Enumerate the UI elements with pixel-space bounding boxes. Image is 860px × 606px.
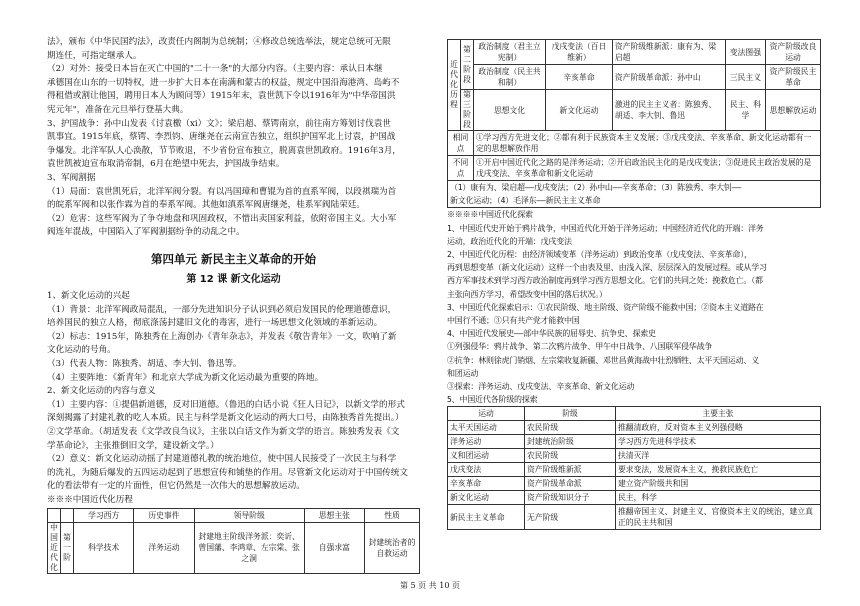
text-line: （4）主要阵地：《新青年》和北京大学成为新文化运动最为重要的阵地。: [47, 372, 324, 383]
modernization-table: [47, 508, 420, 574]
table-cell: 封建地主阶级洋务派：奕䜣、曾国藩、李鸿章、左宗棠、张之洞: [194, 522, 304, 573]
table-cell: 自强求富: [304, 522, 364, 573]
table-row: [448, 156, 821, 181]
table-row: [448, 505, 821, 530]
summary-text: [447, 181, 821, 208]
table-cell: 新文化运动: [546, 90, 613, 131]
header-cell: 领导阶级: [194, 508, 304, 522]
text-line: （1）主要内容：①提倡新道德，反对旧道德。（鲁迅的白话小说《狂人日记》，以新文学的形式: [47, 399, 405, 410]
table-cell: 辛亥革命: [546, 65, 613, 90]
lesson-title: 第 12 课 新文化运动: [186, 273, 281, 285]
text-line: 争爆发。北洋军队人心涣散，节节败退，不少省份宣布独立，脱离袁世凯政府。1916年3月，: [47, 145, 401, 156]
table-cell-label: 相同点: [448, 131, 474, 156]
table-body: [448, 421, 821, 530]
table-cell: 农民阶级: [525, 449, 616, 463]
table-cell: 资产阶级知识分子: [525, 491, 616, 505]
table-cell: 推翻清政府，反对资本主义列强侵略: [616, 421, 821, 435]
text-line: 运动，政治近代化的开端：戊戌变法: [447, 236, 572, 246]
table-row: [448, 65, 821, 90]
text-line: 学革命论》，主张推倒旧文学，建设新文学。）: [47, 440, 219, 451]
table-cell: 科学技术: [74, 522, 134, 573]
text-line: （2）对外：接受日本旨在灭亡中国的"二十一条"的大部分内容。（主要内容：承认日本继: [47, 64, 383, 75]
text-line: （3）代表人物：陈独秀、胡适、李大钊、鲁迅等。: [47, 359, 242, 370]
text-line: 再到思想变革（新文化运动）这样一个由表及里、由浅入深、层层深入的发展过程。或从学习: [447, 263, 767, 273]
text-line: 1、新文化运动的兴起: [47, 291, 130, 302]
text-line: （1）康有为、梁启超——戊戌变法；（2）孙中山——辛亥革命；（3）陈独秀、李大钊——: [450, 183, 741, 192]
text-line: ③探索：洋务运动、戊戌变法、辛亥革命、新文化运动: [447, 382, 635, 392]
table-cell: 新民主主义革命: [448, 505, 525, 530]
text-line: ※※※※中国近代化探索: [447, 210, 533, 220]
page-footer: 第 5 页 共 10 页: [400, 581, 460, 590]
table-row: [448, 449, 821, 463]
text-line: 得租借或割让他国，聘用日本人为顾问等）1915年末，袁世凯下令以1916年为"中华帝国洪: [47, 91, 396, 102]
table-cell: 变法图强: [725, 40, 765, 65]
left-body-text: [47, 290, 420, 494]
table-row: [448, 491, 821, 505]
table-cell: 资产阶级改良运动: [766, 40, 821, 65]
text-line: 宪元年"，准备在元旦举行登基大典。: [47, 104, 189, 115]
table-cell: 资产阶级革命派：孙中山: [612, 65, 725, 90]
table-cell-stage: 第二阶段: [461, 40, 474, 90]
text-line: ②文学革命。（胡适发表《文学改良刍议》，主张以白话文作为新文学的语言。陈独秀发表《文: [47, 427, 400, 438]
table-cell: 扶清灭洋: [616, 449, 821, 463]
table-header-row: [48, 508, 420, 522]
modernization-table-continued: [447, 39, 821, 181]
table-cell: 民主，科学: [616, 491, 821, 505]
table-cell: 农民阶级: [525, 421, 616, 435]
text-line: 4、中国近代发展史——部中华民族的屈辱史、抗争史、探索史: [447, 329, 656, 339]
table-row: [448, 131, 821, 156]
table-cell-label: 不同点: [448, 156, 474, 181]
text-line: 2、中国近代化历程：由经济领域变革（洋务运动）到政治变革（戊戌变法、辛亥革命），: [447, 250, 752, 260]
text-line: 文化运动的号角。: [47, 345, 116, 356]
table-cell: 学习西方先进科学技术: [616, 435, 821, 449]
table-cell: 推翻帝国主义、封建主义、官僚资本主义的统治，建立真正的民主共和国: [616, 505, 821, 530]
text-line: 西方军事技术到学习西方政治制度再到学习西方思想文化。它们的共同之处：挽救危亡。（都: [447, 276, 763, 286]
left-top-text: [47, 36, 420, 240]
text-line: 袁世凯被迫宣布取消帝制，6月在绝望中死去，护国战争结束。: [47, 159, 285, 170]
table-row: [448, 463, 821, 477]
table-cell: 资产阶级维新派：康有为、梁启超: [612, 40, 725, 65]
table-cell: 戊戌变法: [448, 463, 525, 477]
header-cell: 主要主张: [616, 407, 821, 421]
table-cell: 建立资产阶级共和国: [616, 477, 821, 491]
table-cell: 政治制度（民主共和制）: [474, 65, 546, 90]
table-cell: 政治制度（君主立宪制）: [474, 40, 546, 65]
text-line: 化的看法带有一定的片面性，但它仍然是一次伟大的思想解放运动。: [47, 481, 305, 492]
text-line: 和团运动: [447, 368, 479, 378]
table-cell: 无产阶级: [525, 505, 616, 530]
table-cell: 封建统治者的自救运动: [365, 522, 420, 573]
unit-title: 第四单元 新民主主义革命的开始: [150, 251, 316, 266]
text-line: 1、中国近代史开始于鸦片战争，中国近代化开始于洋务运动；中国经济近代化的开端：洋务: [447, 223, 764, 233]
text-line: 中国行不通；③只有共产党才能救中国: [447, 316, 580, 326]
text-line: 凯事宜。1915年底，蔡锷、李烈钧、唐继尧在云南宣告独立，组织护国军北上讨袁，护国战: [47, 132, 396, 143]
text-line: 期连任，可指定继承人。: [47, 50, 142, 61]
table-cell: ①学习西方先进文化；②都有利于民族资本主义发展；③戊戌变法、辛亥革命、新文化运动都有一定的思想解放作用: [474, 131, 821, 156]
table-row: [448, 435, 821, 449]
table-cell: 辛亥革命: [448, 477, 525, 491]
table-cell-side: 近代化历程: [448, 40, 461, 131]
table-cell: 洋务运动: [448, 435, 525, 449]
text-line: 3、中国近代化探索启示：①农民阶级、地主阶级、资产阶级不能救中国；②资本主义道路在: [447, 302, 764, 312]
text-line: 阀连年混战，中国陷入了军阀割据纷争的动乱之中。: [47, 227, 245, 238]
header-cell: 阶级: [525, 407, 616, 421]
text-line: （2）意义：新文化运动动摇了封建道德礼教的统治地位，使中国人民接受了一次民主与科学: [47, 454, 397, 465]
table-row: [48, 522, 420, 573]
text-line: 2、新文化运动的内容与意义: [47, 386, 156, 397]
table-cell: 思想解放运动: [766, 90, 821, 131]
table-cell: 封建统治阶级: [525, 435, 616, 449]
text-line: 培养国民的独立人格，彻底涤荡封建旧文化的毒害，进行一场思想文化领域的革新运动。: [47, 318, 383, 329]
header-cell: 学习西方: [74, 508, 134, 522]
exploration-text: [447, 208, 821, 406]
left-column: [47, 36, 420, 574]
table-row: [448, 477, 821, 491]
text-line: 深刻揭露了封建礼教的吃人本质。民主与科学是新文化运动的两大口号，由陈独秀首先提出。）: [47, 413, 404, 424]
header-cell: [61, 508, 74, 522]
header-cell: [48, 508, 61, 522]
table-cell: 资产阶级维新派: [525, 463, 616, 477]
table-row: [448, 90, 821, 131]
table-cell: ①开启中国近代化之路的是洋务运动；②开启政治民主化的是戊戌变法；③促进民主政治发展的是戊戌变法、辛亥革命和新文化运动: [474, 156, 821, 181]
text-line: 法》，颁布《中华民国约法》，改责任内阁制为总统制；④修改总统选举法，规定总统可无限: [47, 37, 391, 47]
text-line: 3、军阀割据: [47, 172, 96, 183]
table-header-row: [448, 407, 821, 421]
text-line: （1）局面：袁世凯死后，北洋军阀分裂。有以冯国璋和曹锟为首的直系军阀，以段祺瑞为首: [47, 186, 397, 197]
text-line: 3、护国战争：孙中山发表《讨袁檄（xi）文》；梁启超、蔡锷南京，前往南方筹划讨伐袁世: [47, 118, 391, 129]
table-cell-side: 中国近代化: [48, 522, 61, 573]
right-column: [447, 39, 821, 530]
table-row: [448, 40, 821, 65]
text-line: ②抗争：林则徐虎门销烟、左宗棠收复新疆、邓世昌黄海战中壮烈牺牲、太平天国运动、义: [447, 355, 759, 365]
text-line: 的皖系军阀和以张作霖为首的奉系军阀。其他如滇系军阀唐继尧，桂系军阀陆荣廷。: [47, 200, 365, 211]
header-cell: 运动: [448, 407, 525, 421]
table-cell: 思想文化: [474, 90, 546, 131]
text-line: 新文化运动；（4）毛泽东——新民主主义革命: [450, 196, 601, 206]
table-cell: 新文化运动: [448, 491, 525, 505]
table-cell: 激进的民主主义者：陈独秀、胡适、李大钊、鲁迅: [612, 90, 725, 131]
table-cell: 要求变法，发展资本主义，挽救民族危亡: [616, 463, 821, 477]
table-cell: 洋务运动: [134, 522, 194, 573]
table-cell-stage: 第三阶段: [461, 90, 474, 131]
text-line: （2）标志：1915年，陈独秀在上海创办《青年杂志》，并发表《敬告青年》一文，吹响了新: [47, 331, 397, 342]
table-cell: 义和团运动: [448, 449, 525, 463]
text-line: （1）背景：北洋军阀政局混乱，一部分先进知识分子认识到必须启发国民的伦理道德意识，: [47, 304, 397, 315]
header-cell: 性质: [365, 508, 420, 522]
header-cell: 历史事件: [134, 508, 194, 522]
table-cell: 戊戌变法（百日维新）: [546, 40, 613, 65]
table-cell: 太平天国运动: [448, 421, 525, 435]
table-cell: 资产阶级革命派: [525, 477, 616, 491]
text-line: 承德国在山东的一切特权，进一步扩大日本在南满和蒙古的权益，规定中国沿海港湾、岛屿不: [47, 77, 400, 88]
header-cell: 思想主张: [304, 508, 364, 522]
table-cell: 民主、科学: [725, 90, 765, 131]
table-row: [448, 421, 821, 435]
text-line: 5、中国近代各阶级的探索: [447, 395, 538, 405]
table-cell: 资产阶级民主革命: [766, 65, 821, 90]
text-line: （2）危害：这些军阀为了争夺地盘和巩固政权，不惜出卖国家利益，依附帝国主义。大小军: [47, 213, 397, 224]
table-cell-stage: 第一阶: [61, 522, 74, 573]
text-line: 主张向西方学习，希望改变中国的落后状况。）: [447, 289, 607, 299]
text-line: 的洗礼，为随后爆发的五四运动起到了思想宣传和铺垫的作用。尽管新文化运动对于中国传统文: [47, 467, 408, 478]
class-exploration-table: [447, 406, 821, 530]
text-line: ①列强侵华：鸦片战争、第二次鸦片战争、甲午中日战争、八国联军侵华战争: [447, 342, 713, 352]
table-caption: ※※※中国近代化历程: [47, 495, 133, 505]
table-cell: 三民主义: [725, 65, 765, 90]
